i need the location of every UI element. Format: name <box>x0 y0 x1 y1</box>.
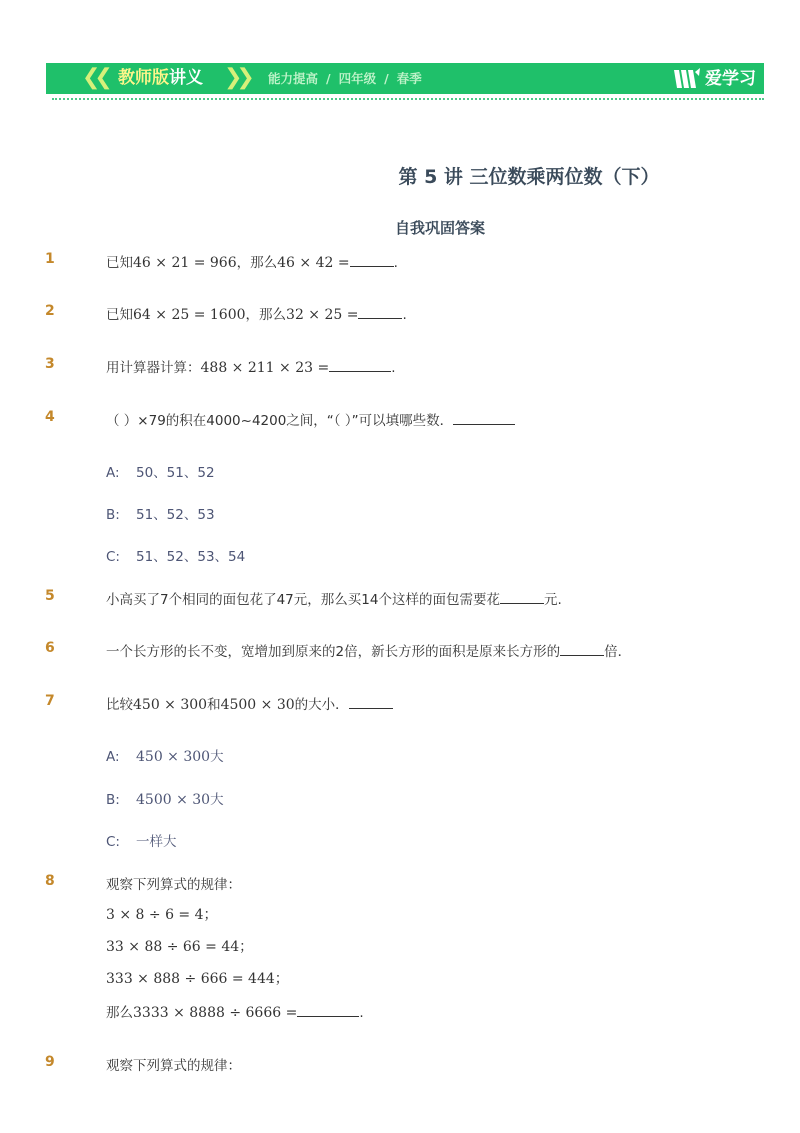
question-number: 9 <box>45 1054 55 1070</box>
double-chevron-left-icon: ❮❮ <box>82 65 107 90</box>
question-8: 观察下列算式的规律： <box>106 877 241 893</box>
logo-mark-icon <box>672 68 702 90</box>
question-number: 7 <box>45 693 55 709</box>
page-subtitle: 自我巩固答案 <box>394 219 485 237</box>
answer-blank <box>358 306 402 319</box>
pattern-question-line: 那么3333 × 8888 ÷ 6666 = . <box>106 1005 364 1021</box>
option-b: B: 51、52、53 <box>106 507 215 523</box>
question-6: 一个长方形的长不变，宽增加到原来的2倍，新长方形的面积是原来长方形的 倍． <box>106 644 632 660</box>
header-banner <box>46 63 764 94</box>
breadcrumb: 能力提高 / 四年级 / 春季 <box>268 71 422 86</box>
header-divider <box>52 98 764 100</box>
question-9: 观察下列算式的规律： <box>106 1058 241 1074</box>
question-3: 用计算器计算：488 × 211 × 23 = . <box>106 360 396 376</box>
question-5: 小高买了7个相同的面包花了47元，那么买14个这样的面包需要花 元. <box>106 592 562 608</box>
option-a: A: 50、51、52 <box>106 465 215 481</box>
pattern-line: 33 × 88 ÷ 66 = 44； <box>106 939 254 955</box>
pattern-line: 333 × 888 ÷ 666 = 444； <box>106 971 289 987</box>
question-4: （ ）×79的积在4000~4200之间，“（ ）”可以填哪些数． <box>106 409 515 429</box>
question-number: 3 <box>45 356 55 372</box>
answer-blank <box>297 1004 359 1017</box>
answer-blank <box>500 591 544 604</box>
option-c: C: 51、52、53、54 <box>106 549 246 565</box>
question-number: 1 <box>45 251 55 267</box>
question-7: 比较450 × 300和4500 × 30的大小． <box>106 693 393 713</box>
question-number: 2 <box>45 303 55 319</box>
answer-blank <box>329 359 391 372</box>
pattern-line: 3 × 8 ÷ 6 = 4； <box>106 907 218 923</box>
answer-blank <box>350 254 394 267</box>
question-number: 4 <box>45 409 55 425</box>
answer-blank <box>453 412 515 425</box>
question-number: 5 <box>45 588 55 604</box>
double-chevron-right-icon: ❯❯ <box>224 65 249 90</box>
option-b: B: 4500 × 30大 <box>106 792 224 808</box>
brand-logo: 爱学习 <box>672 65 756 92</box>
answer-blank <box>349 696 393 709</box>
answer-blank <box>560 643 604 656</box>
question-number: 6 <box>45 640 55 656</box>
page-title: 第 5 讲 三位数乘两位数（下） <box>398 166 660 188</box>
question-number: 8 <box>45 873 55 889</box>
question-1: 已知46 × 21 = 966，那么46 × 42 = . <box>106 255 398 271</box>
question-2: 已知64 × 25 = 1600，那么32 × 25 = . <box>106 307 407 323</box>
option-a: A: 450 × 300大 <box>106 749 224 765</box>
banner-title: 教师版讲义 <box>118 68 203 88</box>
option-c: C: 一样大 <box>106 834 177 850</box>
